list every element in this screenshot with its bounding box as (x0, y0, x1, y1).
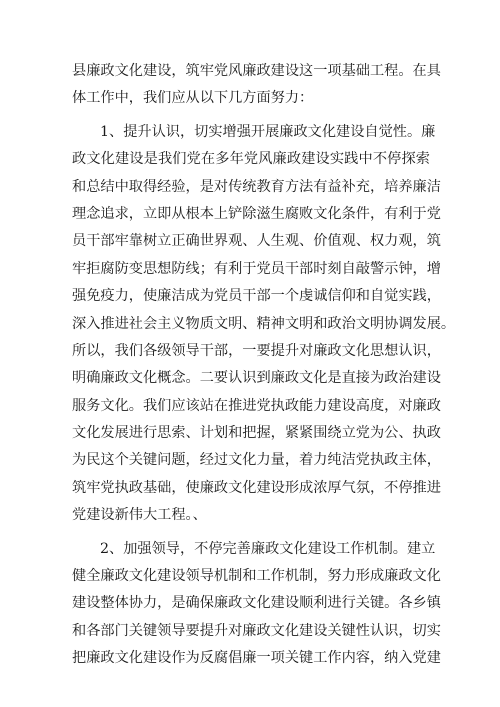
text-line: 和各部门关键领导要提升对廉政文化建设关键性认识，切实 (72, 622, 441, 639)
text-line: 筑牢党执政基础，使廉政文化建设形成浓厚气氛，不停推进 (72, 479, 441, 496)
text-line: 员干部牢靠树立正确世界观、人生观、价值观、权力观，筑 (72, 233, 441, 250)
text-line: 所以，我们各级领导干部，一要提升对廉政文化思想认识， (72, 342, 441, 359)
text-line: 政文化建设是我们党在多年党风廉政建设实践中不停探索 (72, 151, 430, 168)
text-line: 把廉政文化建设作为反腐倡廉一项关键工作内容，纳入党建 (72, 650, 441, 667)
text-line: 和总结中取得经验，是对传统教育方法有益补充，培养廉洁 (72, 178, 441, 195)
text-line: 县廉政文化建设，筑牢党风廉政建设这一项基础工程。在具 (72, 63, 441, 79)
text-line: 牢拒腐防变思想防线；有利于党员干部时刻自敲警示钟，增 (72, 260, 441, 277)
text-line: 健全廉政文化建设领导机制和工作机制，努力形成廉政文化 (72, 568, 441, 585)
text-line: 文化发展进行思索、计划和把握，紧紧围绕立党为公、执政 (72, 425, 441, 442)
text-line: 服务文化。我们应该站在推进党执政能力建设高度，对廉政 (72, 397, 441, 414)
text-line: 2、加强领导，不停完善廉政文化建设工作机制。建立 (100, 540, 436, 557)
document-body (72, 58, 456, 673)
text-line: 为民这个关键问题，经过文化力量，着力纯洁党执政主体， (72, 452, 441, 469)
text-line: 体工作中，我们应从以下几方面努力： (72, 90, 314, 107)
text-line: 党建设新伟大工程。、 (72, 507, 207, 524)
text-line: 深入推进社会主义物质文明、精神文明和政治文明协调发展。 (72, 315, 456, 332)
text-line: 建设整体协力，是确保廉政文化建设顺利进行关键。各乡镇 (72, 595, 441, 612)
text-line: 理念追求，立即从根本上铲除滋生腐败文化条件，有利于党 (72, 205, 441, 222)
text-line: 明确廉政文化概念。二要认识到廉政文化是直接为政治建设 (72, 370, 441, 387)
text-line: 强免疫力，使廉洁成为党员干部一个虔诚信仰和自觉实践， (72, 288, 441, 305)
text-line: 1、提升认识，切实增强开展廉政文化建设自觉性。廉 (100, 123, 436, 140)
